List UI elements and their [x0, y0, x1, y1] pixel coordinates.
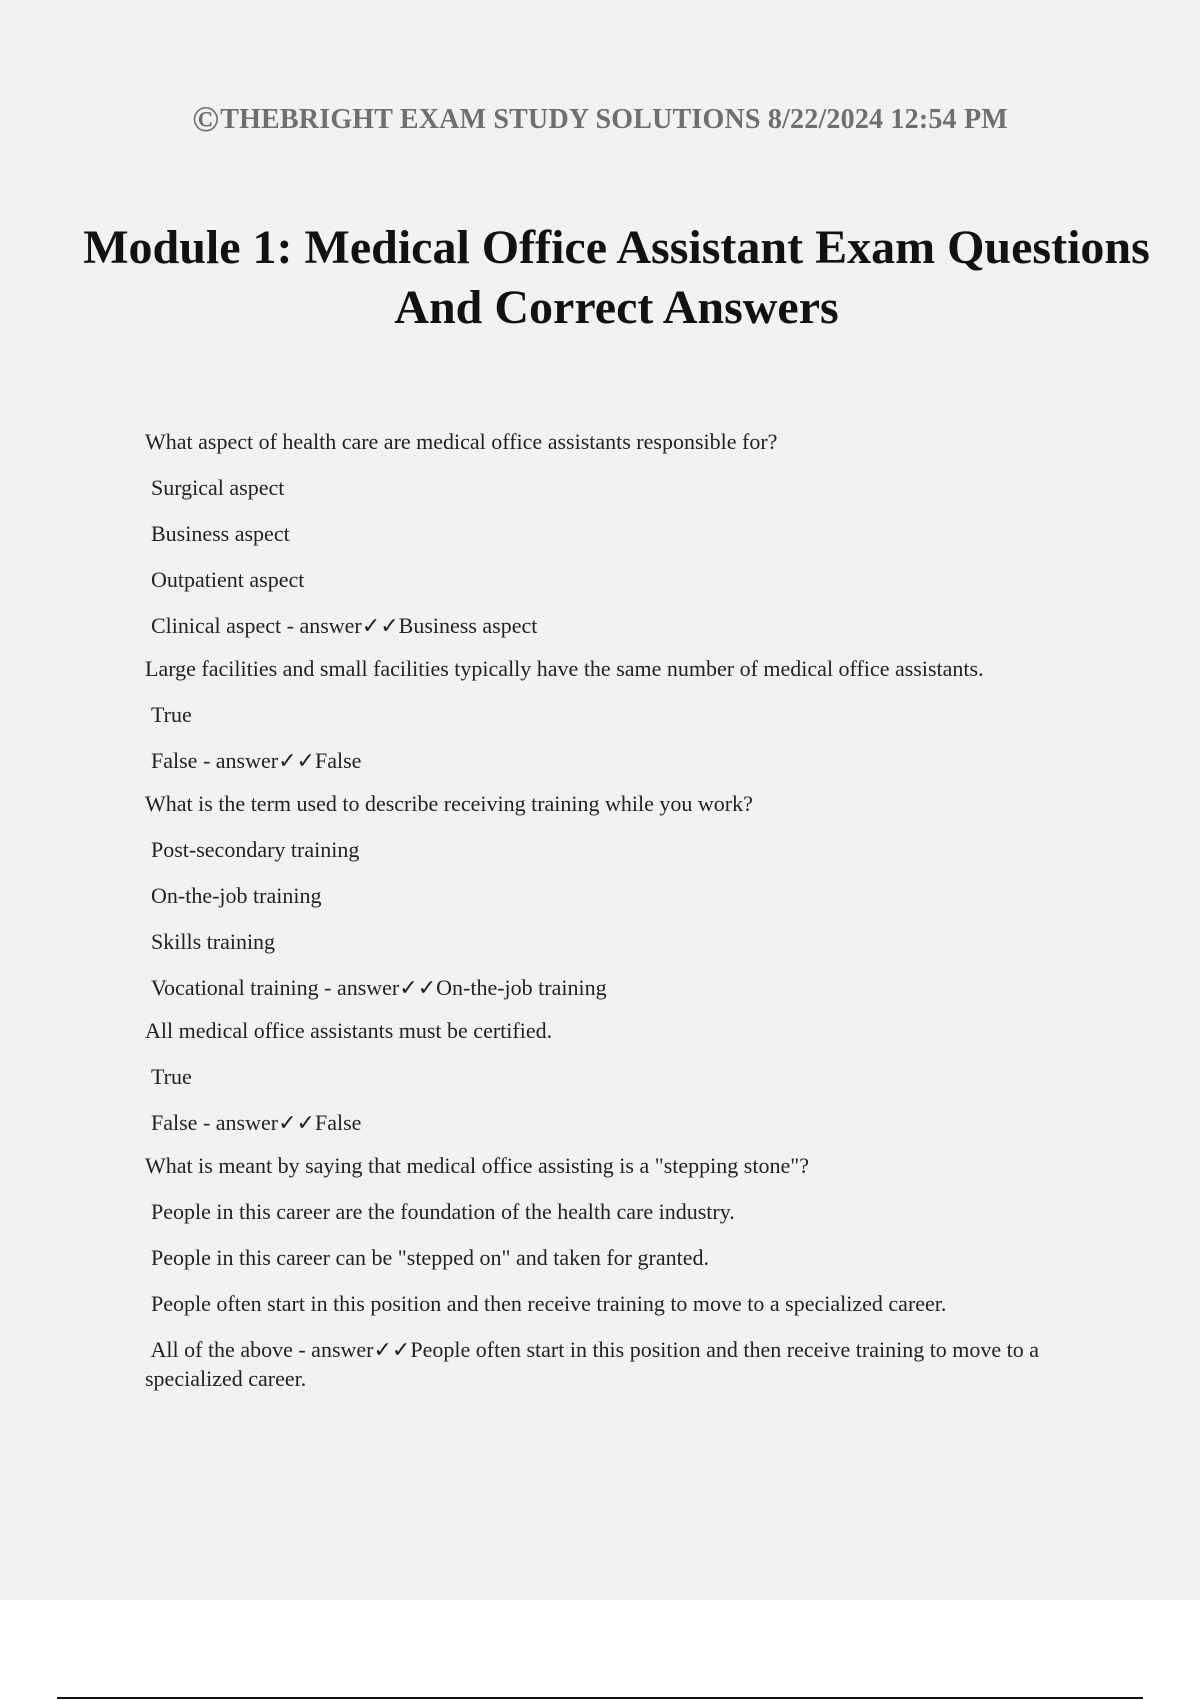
- document-title: Module 1: Medical Office Assistant Exam Questions And Correct Answers: [83, 221, 1150, 334]
- answer-option: True: [151, 1064, 192, 1089]
- check-mark-icon: ✓✓: [278, 749, 315, 774]
- correct-answer: People often start in this position and then receive training to move to a specialized career.: [145, 1337, 1045, 1391]
- question-text: What aspect of health care are medical office assistants responsible for?: [145, 429, 778, 454]
- answer-option-with-key: [145, 612, 1095, 641]
- answer-option: Outpatient aspect: [151, 567, 305, 592]
- answer-option-label: Vocational training: [151, 975, 319, 1000]
- question-text: All medical office assistants must be certified.: [145, 1018, 553, 1043]
- check-mark-icon: ✓✓: [361, 614, 399, 639]
- answer-option: People often start in this position and then receive training to move to a specialized career.: [151, 1291, 947, 1316]
- check-mark-icon: ✓✓: [278, 1111, 315, 1136]
- answer-option: Surgical aspect: [151, 475, 285, 500]
- check-mark-icon: ✓✓: [399, 976, 437, 1001]
- answer-option: People in this career can be "stepped on" and taken for granted.: [151, 1245, 709, 1270]
- answer-prefix: - answer: [292, 1337, 374, 1362]
- question-text: What is meant by saying that medical office assisting is a "stepping stone"?: [145, 1153, 809, 1178]
- answer-prefix: - answer: [318, 975, 400, 1000]
- answer-option: People in this career are the foundation of the health care industry.: [151, 1199, 735, 1224]
- correct-answer: False: [314, 1110, 362, 1135]
- answer-option: On-the-job training: [151, 883, 322, 908]
- answer-option: True: [151, 702, 192, 727]
- answer-option-label: False: [151, 1110, 198, 1135]
- watermark-header: [0, 98, 1200, 140]
- question-text: What is the term used to describe receiving training while you work?: [145, 791, 753, 816]
- answer-option-with-key: [145, 974, 1095, 1003]
- answer-option-label: All of the above: [150, 1337, 293, 1362]
- answer-option-with-key: [145, 747, 1095, 776]
- correct-answer: Business aspect: [398, 613, 538, 638]
- question-list: [145, 428, 1095, 1407]
- answer-option-with-key: [145, 1109, 1095, 1138]
- answer-prefix: - answer: [197, 748, 279, 773]
- answer-option-with-key: [145, 1336, 1095, 1393]
- answer-option-label: False: [151, 748, 198, 773]
- correct-answer: On-the-job training: [436, 975, 607, 1000]
- watermark-text: THEBRIGHT EXAM STUDY SOLUTIONS 8/22/2024 12:54 PM: [220, 104, 1008, 135]
- answer-prefix: - answer: [197, 1110, 279, 1135]
- answer-prefix: - answer: [281, 613, 362, 638]
- correct-answer: False: [314, 748, 362, 773]
- question-text: Large facilities and small facilities typically have the same number of medical office assistants.: [145, 656, 984, 681]
- answer-option: Business aspect: [151, 521, 290, 546]
- check-mark-icon: ✓✓: [373, 1338, 411, 1363]
- copyright-symbol: ©: [192, 99, 220, 139]
- footer-divider: [57, 1697, 1143, 1699]
- answer-option: Post-secondary training: [151, 837, 360, 862]
- answer-option: Skills training: [151, 929, 276, 954]
- answer-option-label: Clinical aspect: [151, 613, 282, 638]
